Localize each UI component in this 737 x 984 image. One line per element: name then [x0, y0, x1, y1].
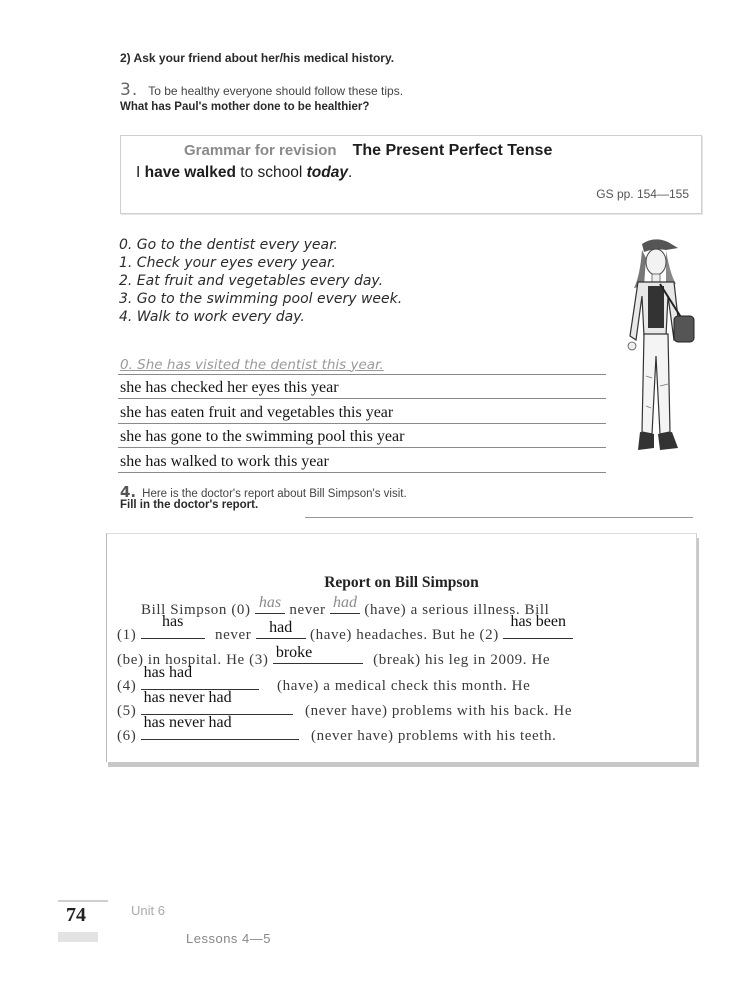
task-4-intro-text: Here is the doctor's report about Bill Simpson's visit.	[142, 488, 407, 500]
grammar-example-time: today	[306, 164, 348, 181]
task-3-number: 3.	[120, 80, 139, 100]
grammar-heading-title: The Present Perfect Tense	[352, 142, 553, 159]
report-answer-3: broke	[275, 644, 313, 661]
answer-text: she has eaten fruit and vegetables this year	[120, 403, 394, 421]
task-4-number: 4.	[120, 483, 137, 501]
grammar-heading	[184, 142, 552, 160]
tip-item: 1. Check your eyes every year.	[119, 255, 336, 271]
report-blank-2[interactable]	[503, 613, 573, 639]
answer-line[interactable]	[118, 375, 606, 400]
report-text: (have) a medical check this month. He	[277, 678, 531, 694]
report-text: (6)	[117, 728, 137, 744]
report-example-answer: had	[333, 594, 358, 611]
report-text: (4)	[117, 678, 137, 694]
tip-item: 0. Go to the dentist every year.	[119, 237, 338, 253]
page-number: 74	[66, 904, 86, 926]
report-blank-6[interactable]	[141, 714, 299, 740]
report-answer-6: has never had	[143, 714, 232, 731]
tips-list	[119, 236, 402, 326]
report-answer-4: has had	[143, 664, 193, 681]
report-text: (be) in hospital. He (3)	[117, 652, 269, 668]
answer-example-text: 0. She has visited the dentist this year.	[120, 356, 384, 373]
answer-line[interactable]	[118, 424, 606, 449]
report-blank-5[interactable]	[141, 689, 293, 715]
report-line-5	[117, 714, 685, 748]
report-blank-example	[255, 594, 285, 614]
girl-illustration-icon	[618, 236, 698, 458]
answer-line-example	[118, 350, 606, 375]
report-line-2	[117, 644, 685, 672]
task-3-question: What has Paul's mother done to be healthier?	[120, 101, 370, 113]
report-text: (break) his leg in 2009. He	[373, 652, 551, 668]
answer-line[interactable]	[118, 399, 606, 424]
grammar-example-verb: have walked	[144, 164, 236, 181]
report-text: (have) a serious illness. Bill	[364, 602, 550, 618]
unit-label: Unit 6	[131, 903, 165, 918]
footer-decoration	[58, 932, 98, 942]
report-answer-1b: had	[269, 619, 293, 636]
answer-lines	[118, 350, 606, 473]
report-text: Bill Simpson (0)	[141, 602, 251, 618]
tip-item: 3. Go to the swimming pool every week.	[119, 291, 403, 307]
task-3-intro-text: To be healthy everyone should follow these tips.	[148, 84, 404, 98]
grammar-heading-grey: Grammar for revision	[184, 142, 337, 159]
report-text: (5)	[117, 703, 137, 719]
report-box	[106, 533, 697, 762]
report-blank-3[interactable]	[273, 644, 363, 664]
report-text: (have) headaches. But he (2)	[310, 627, 499, 643]
tip-item: 4. Walk to work every day.	[119, 309, 305, 325]
grammar-box	[120, 135, 702, 214]
divider	[305, 517, 693, 518]
report-blank-1b[interactable]	[256, 619, 306, 639]
task-3-intro	[120, 80, 403, 100]
report-answer-2: has been	[510, 613, 566, 630]
report-line-1	[117, 613, 685, 647]
report-text: never	[215, 627, 252, 643]
grammar-example-end: .	[347, 164, 353, 181]
report-blank-4[interactable]	[141, 664, 259, 690]
report-blank-1[interactable]	[141, 613, 205, 639]
report-answer-1: has	[161, 613, 184, 630]
answer-text: she has walked to work this year	[120, 452, 329, 470]
footer-decoration	[58, 900, 108, 902]
lessons-label: Lessons 4—5	[186, 931, 271, 946]
answer-text: she has gone to the swimming pool this year	[120, 428, 405, 445]
answer-line[interactable]	[118, 448, 606, 473]
report-text: (never have) problems with his teeth.	[311, 728, 557, 744]
report-answer-5: has never had	[143, 689, 232, 706]
task-2-instruction: 2) Ask your friend about her/his medical history.	[120, 51, 395, 65]
report-blank-example	[330, 594, 360, 614]
report-title: Report on Bill Simpson	[324, 574, 479, 591]
report-text: never	[289, 602, 326, 618]
grammar-example	[136, 164, 352, 182]
report-text: (1)	[117, 627, 137, 643]
grammar-example-mid: to school	[240, 164, 303, 181]
report-example-answer: has	[258, 594, 282, 611]
tip-item: 2. Eat fruit and vegetables every day.	[119, 273, 384, 289]
task-4-instruction: Fill in the doctor's report.	[120, 499, 259, 511]
answer-text: she has checked her eyes this year	[120, 379, 339, 396]
report-text: (never have) problems with his back. He	[305, 703, 573, 719]
grammar-example-start: I	[136, 164, 141, 181]
report-line-0	[117, 594, 685, 622]
grammar-reference: GS pp. 154—155	[596, 187, 689, 201]
